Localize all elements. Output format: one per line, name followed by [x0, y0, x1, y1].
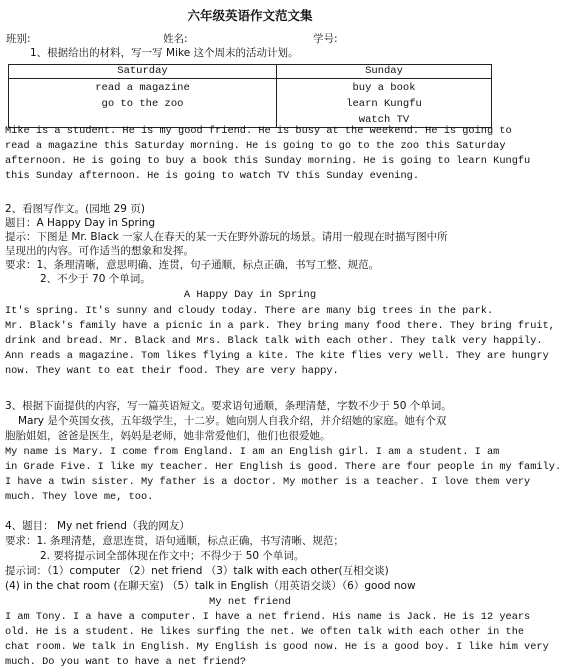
- table-row: [9, 79, 492, 96]
- section4-requirement1: 要求：1. 条理清楚，意思连贯，语句通顺，标点正确，书写清晰、规范；: [5, 535, 344, 547]
- essay-line: old. He is a student. He likes surfing the net. We often talk with each other in the: [5, 626, 525, 638]
- class-label: 班别:: [6, 33, 31, 45]
- section3-prompt-line2: 胞胎姐姐，爸爸是医生，妈妈是老师，她非常爱他们，他们也很爱她。: [5, 430, 331, 442]
- section2-essay: [5, 304, 555, 379]
- essay-line: much. Do you want to have a net friend?: [5, 656, 246, 668]
- essay-line: Mike is a student. He is my good friend. He is busy at the weekend. He is going to: [5, 125, 512, 137]
- section4-hint-line1: 提示词：（1）computer （2）net friend （3）talk with each other(互相交谈): [5, 565, 389, 577]
- table-row: [9, 95, 492, 111]
- section3-essay: [5, 445, 561, 505]
- table-header-row: [9, 65, 492, 79]
- section2-requirement1: 要求：1、条理清晰，意思明确、连贯，句子通顺，标点正确，书写工整、规范。: [5, 259, 380, 271]
- section4-essay-title: My net friend: [209, 596, 291, 608]
- table-cell: read a magazine: [9, 79, 277, 96]
- essay-line: I have a twin sister. My father is a doctor. My mother is a teacher. I love them very: [5, 476, 531, 488]
- section4-essay: [5, 610, 549, 670]
- number-label: 学号:: [313, 33, 338, 45]
- weekend-plan-table: [8, 64, 492, 128]
- section4-heading: 4、题目： My net friend（我的网友）: [5, 520, 190, 532]
- section2-essay-title: A Happy Day in Spring: [183, 289, 317, 301]
- table-cell: learn Kungfu: [277, 95, 492, 111]
- table-header-saturday: Saturday: [9, 65, 277, 79]
- essay-line: in Grade Five. I like my teacher. Her English is good. There are four people in my family.: [5, 461, 561, 473]
- essay-line: this Sunday afternoon. He is going to watch TV this Sunday evening.: [5, 170, 420, 182]
- section2-topic: 题目：A Happy Day in Spring: [5, 217, 156, 229]
- essay-line: now. They want to eat their food. They are very happy.: [5, 365, 339, 377]
- name-label: 姓名:: [163, 33, 188, 45]
- essay-line: much. They love me, too.: [5, 491, 154, 503]
- table-cell: buy a book: [277, 79, 492, 96]
- section2-requirement2: 2、不少于 70 个单词。: [40, 273, 151, 285]
- section1-instruction: 1、根据给出的材料，写一写 Mike 这个周末的活动计划。: [30, 47, 299, 59]
- essay-line: drink and bread. Mr. Black and Mrs. Black talk with each other. They talk very happily.: [5, 335, 543, 347]
- essay-line: Ann reads a magazine. Tom likes flying a kite. The kite flies very well. They are hungry: [5, 350, 549, 362]
- section3-heading: 3、根据下面提供的内容，写一篇英语短文。要求语句通顺，条理清楚，字数不少于 50 个单词。: [5, 400, 452, 412]
- section2-hint-line1: 提示：下图是 Mr. Black 一家人在春天的某一天在野外游玩的场景。请用一般现在时描写图中所: [5, 231, 448, 243]
- section1-essay: [5, 124, 531, 184]
- table-cell: go to the zoo: [9, 95, 277, 111]
- essay-line: It's spring. It's sunny and cloudy today. There are many big trees in the park.: [5, 305, 494, 317]
- essay-line: afternoon. He is going to buy a book this Sunday morning. He is going to learn Kungfu: [5, 155, 531, 167]
- essay-line: My name is Mary. I come from England. I am an English girl. I am a student. I am: [5, 446, 500, 458]
- section3-prompt-line1: Mary 是个英国女孩，五年级学生，十二岁。她向别人自我介绍，并介绍她的家庭。她有个双: [18, 415, 447, 427]
- section2-heading: 2、看图写作文。(园地 29 页): [5, 203, 145, 215]
- section4-requirement2: 2. 要将提示词全部体现在作文中；不得少于 50 个单词。: [40, 550, 305, 562]
- essay-line: chat room. We talk in English. My English is good now. He is a good boy. I like him very: [5, 641, 549, 653]
- table-header-sunday: Sunday: [277, 65, 492, 79]
- essay-line: read a magazine this Saturday morning. He is going to go to the zoo this Saturday: [5, 140, 506, 152]
- section2-hint-line2: 呈现出的内容。可作适当的想象和发挥。: [5, 245, 194, 257]
- essay-line: I am Tony. I a have a computer. I have a net friend. His name is Jack. He is 12 years: [5, 611, 531, 623]
- section4-hint-line2: (4) in the chat room (在聊天室) （5）talk in English（用英语交谈）（6）good now: [5, 580, 416, 592]
- document-title: 六年级英语作文范文集: [187, 8, 313, 23]
- essay-line: Mr. Black's family have a picnic in a park. They bring many food there. They bring fruit,: [5, 320, 555, 332]
- table-cell: watch TV: [277, 111, 492, 128]
